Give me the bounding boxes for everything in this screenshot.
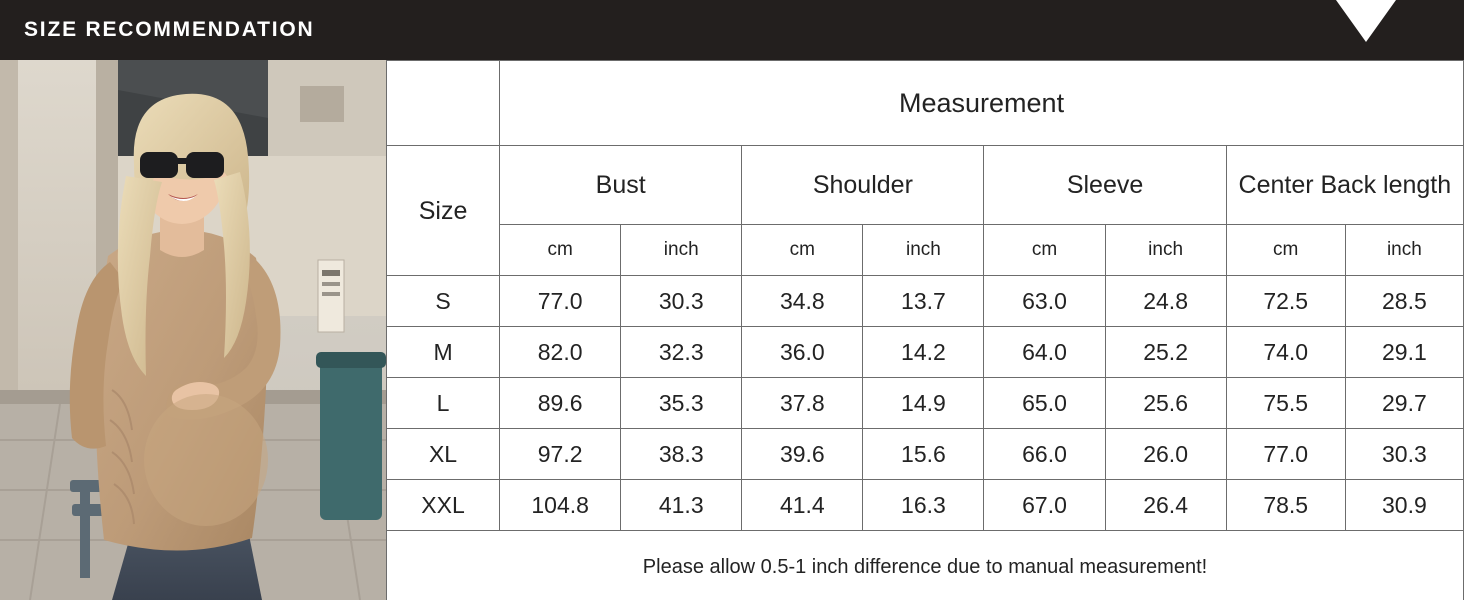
table-row-units <box>387 225 1464 276</box>
chevron-down-icon <box>1336 0 1396 42</box>
cell-sleeve-inch: 25.6 <box>1105 378 1226 429</box>
cell-bust-inch: 32.3 <box>621 327 742 378</box>
cell-shoulder-cm: 36.0 <box>742 327 863 378</box>
group-header-shoulder: Shoulder <box>742 146 984 225</box>
unit-bust-inch: inch <box>621 225 742 276</box>
table-row <box>387 378 1464 429</box>
measurement-header: Measurement <box>500 61 1464 146</box>
unit-shoulder-inch: inch <box>863 225 984 276</box>
corner-blank-cell <box>387 61 500 146</box>
row-size-label: M <box>387 327 500 378</box>
cell-cbl-cm: 78.5 <box>1226 480 1345 531</box>
model-photo <box>0 60 386 600</box>
unit-sleeve-cm: cm <box>984 225 1105 276</box>
cell-bust-cm: 89.6 <box>500 378 621 429</box>
cell-cbl-cm: 72.5 <box>1226 276 1345 327</box>
unit-cbl-inch: inch <box>1345 225 1463 276</box>
cell-bust-inch: 38.3 <box>621 429 742 480</box>
table-row <box>387 480 1464 531</box>
row-size-label: XL <box>387 429 500 480</box>
cell-sleeve-cm: 66.0 <box>984 429 1105 480</box>
cell-cbl-inch: 29.1 <box>1345 327 1463 378</box>
unit-sleeve-inch: inch <box>1105 225 1226 276</box>
cell-sleeve-inch: 26.4 <box>1105 480 1226 531</box>
cell-cbl-inch: 28.5 <box>1345 276 1463 327</box>
cell-shoulder-inch: 14.2 <box>863 327 984 378</box>
measurement-note: Please allow 0.5-1 inch difference due to manual measurement! <box>387 531 1464 600</box>
table-row <box>387 327 1464 378</box>
cell-sleeve-cm: 65.0 <box>984 378 1105 429</box>
cell-shoulder-inch: 15.6 <box>863 429 984 480</box>
cell-bust-inch: 41.3 <box>621 480 742 531</box>
cell-shoulder-cm: 34.8 <box>742 276 863 327</box>
cell-bust-cm: 97.2 <box>500 429 621 480</box>
cell-cbl-cm: 75.5 <box>1226 378 1345 429</box>
size-header: Size <box>387 146 500 276</box>
cell-bust-cm: 82.0 <box>500 327 621 378</box>
cell-sleeve-inch: 26.0 <box>1105 429 1226 480</box>
cell-bust-cm: 77.0 <box>500 276 621 327</box>
cell-sleeve-cm: 63.0 <box>984 276 1105 327</box>
cell-bust-inch: 35.3 <box>621 378 742 429</box>
cell-sleeve-inch: 25.2 <box>1105 327 1226 378</box>
row-size-label: L <box>387 378 500 429</box>
cell-shoulder-cm: 41.4 <box>742 480 863 531</box>
row-size-label: S <box>387 276 500 327</box>
cell-shoulder-cm: 39.6 <box>742 429 863 480</box>
cell-cbl-cm: 74.0 <box>1226 327 1345 378</box>
group-header-sleeve: Sleeve <box>984 146 1226 225</box>
table-row-measurement-header <box>387 61 1464 146</box>
cell-sleeve-inch: 24.8 <box>1105 276 1226 327</box>
group-header-center-back-length: Center Back length <box>1226 146 1463 225</box>
cell-cbl-inch: 30.9 <box>1345 480 1463 531</box>
cell-cbl-inch: 30.3 <box>1345 429 1463 480</box>
group-header-bust: Bust <box>500 146 742 225</box>
row-size-label: XXL <box>387 480 500 531</box>
cell-bust-cm: 104.8 <box>500 480 621 531</box>
cell-shoulder-inch: 16.3 <box>863 480 984 531</box>
size-chart <box>386 60 1464 600</box>
table-row <box>387 429 1464 480</box>
cell-sleeve-cm: 67.0 <box>984 480 1105 531</box>
cell-shoulder-cm: 37.8 <box>742 378 863 429</box>
cell-shoulder-inch: 14.9 <box>863 378 984 429</box>
content-area <box>0 60 1464 600</box>
header-band <box>0 0 1464 60</box>
cell-shoulder-inch: 13.7 <box>863 276 984 327</box>
page-title: SIZE RECOMMENDATION <box>24 18 315 41</box>
cell-cbl-cm: 77.0 <box>1226 429 1345 480</box>
cell-sleeve-cm: 64.0 <box>984 327 1105 378</box>
cell-cbl-inch: 29.7 <box>1345 378 1463 429</box>
table-note-row <box>387 531 1464 600</box>
unit-bust-cm: cm <box>500 225 621 276</box>
unit-shoulder-cm: cm <box>742 225 863 276</box>
cell-bust-inch: 30.3 <box>621 276 742 327</box>
table-row <box>387 276 1464 327</box>
size-table <box>386 60 1464 600</box>
table-row-group-header <box>387 146 1464 225</box>
unit-cbl-cm: cm <box>1226 225 1345 276</box>
